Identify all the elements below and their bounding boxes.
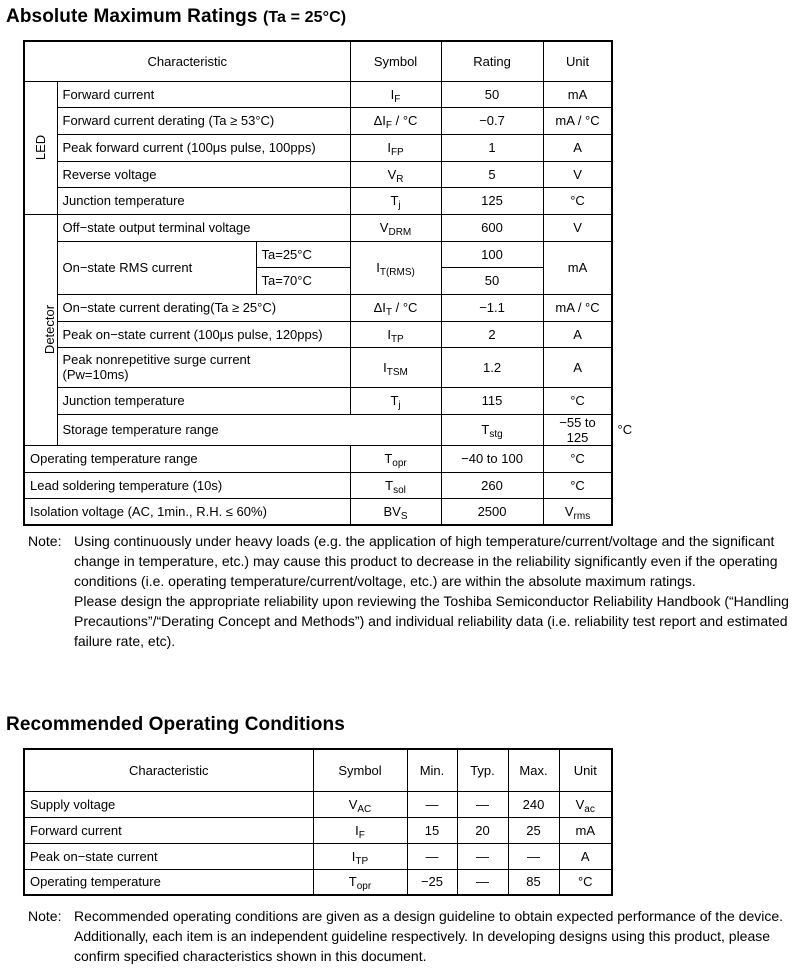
cell-symbol: $V_{DRM}$ — [350, 214, 441, 241]
table-row — [24, 445, 612, 472]
cell-char: Forward current derating (Ta ≥ 53°C) — [57, 107, 350, 134]
table-row — [24, 187, 612, 214]
cell-char: Junction temperature — [57, 387, 350, 414]
cell-symbol: $I_F$ — [313, 817, 407, 843]
cell-char: Peak forward current (100μs pulse, 100pps) — [57, 134, 350, 161]
table-row — [24, 387, 612, 414]
cell-typ: — — [457, 869, 508, 895]
amr-title-text: Absolute Maximum Ratings — [6, 6, 258, 27]
cell-symbol: $T_{sol}$ — [350, 472, 441, 498]
cell-rating: 2 — [441, 321, 543, 347]
note-label: Note: — [28, 533, 62, 549]
cell-unit: °C — [543, 445, 612, 472]
cell-char: Isolation voltage (AC, 1min., R.H. ≤ 60%) — [24, 498, 350, 525]
cell-min: — — [407, 791, 457, 817]
cell-rating: 5 — [441, 161, 543, 187]
table-row — [24, 214, 612, 241]
roc-table — [23, 748, 613, 896]
table-row — [24, 472, 612, 498]
cell-unit: mA / °C — [543, 107, 612, 134]
cell-unit: °C — [543, 387, 612, 414]
cell-max: 85 — [508, 869, 559, 895]
cell-char: Supply voltage — [24, 791, 313, 817]
cell-unit: V — [543, 214, 612, 241]
table-row: Storage temperature range $T_{stg}$ −55 to 125 °C — [24, 414, 612, 445]
table-row — [24, 241, 612, 267]
table-row — [24, 869, 612, 895]
cell-max: 25 — [508, 817, 559, 843]
cell-unit: mA — [559, 817, 612, 843]
cell-rating: 260 — [441, 472, 543, 498]
header-characteristic: Characteristic — [24, 41, 350, 81]
table-row — [24, 321, 612, 347]
cell-min: −25 — [407, 869, 457, 895]
cell-min: — — [407, 843, 457, 869]
table-row — [24, 81, 612, 107]
cell-symbol: $V_{AC}$ — [313, 791, 407, 817]
cell-rating: −55 to 125 — [543, 414, 612, 445]
amr-title — [6, 6, 346, 28]
header-min: Min. — [407, 749, 457, 791]
cell-symbol: $I_{TSM}$ — [350, 347, 441, 387]
table-row — [24, 294, 612, 321]
cell-rating: 1.2 — [441, 347, 543, 387]
header-symbol: Symbol — [350, 41, 441, 81]
cell-symbol: $BV_S$ — [350, 498, 441, 525]
cell-unit: A — [543, 321, 612, 347]
cell-unit: mA / °C — [543, 294, 612, 321]
cell-char: On−state RMS current — [57, 241, 256, 294]
cell-unit: A — [543, 134, 612, 161]
table-row — [24, 817, 612, 843]
cell-max: — — [508, 843, 559, 869]
header-typ: Typ. — [457, 749, 508, 791]
cell-symbol: $V_R$ — [350, 161, 441, 187]
roc-title: Recommended Operating Conditions — [6, 714, 345, 735]
cell-unit: A — [543, 347, 612, 387]
cell-char: Operating temperature — [24, 869, 313, 895]
cell-rating: 50 — [441, 267, 543, 294]
table-row — [24, 161, 612, 187]
cell-rating: 125 — [441, 187, 543, 214]
cell-symbol: $I_F$ — [350, 81, 441, 107]
cell-condition: Ta=25°C — [256, 241, 350, 267]
cell-unit: $V_{ac}$ — [559, 791, 612, 817]
cell-char: Lead soldering temperature (10s) — [24, 472, 350, 498]
note-paragraph: Using continuously under heavy loads (e.g. the application of high temperature/current/voltage and the significant change in temperature, etc.) may cause this product to decrease in the reliability significantly even if the operating conditions (i.e. operating temperature/current/voltage, etc.) are within the absolute maximum ratings. — [74, 533, 778, 589]
cell-unit: A — [559, 843, 612, 869]
cell-max: 240 — [508, 791, 559, 817]
cell-rating: −40 to 100 — [441, 445, 543, 472]
header-characteristic: Characteristic — [24, 749, 313, 791]
cell-condition: Ta=70°C — [256, 267, 350, 294]
cell-typ: — — [457, 791, 508, 817]
cell-rating: 50 — [441, 81, 543, 107]
note-paragraph: Recommended operating conditions are given as a design guideline to obtain expected performance of the device. Additionally, each item is an independent guideline respectively. In developing designs using this product, please confirm specified characteristics shown in this document. — [74, 908, 784, 964]
cell-symbol: $\Delta I_T / ^\circ C$ — [350, 294, 441, 321]
cell-symbol: $T_{opr}$ — [350, 445, 441, 472]
cell-rating: 100 — [441, 241, 543, 267]
table-row — [24, 347, 612, 387]
note-label: Note: — [28, 908, 62, 924]
cell-symbol: $T_{stg}$ — [441, 414, 543, 445]
cell-unit: $V_{rms}$ — [543, 498, 612, 525]
cell-unit: mA — [543, 81, 612, 107]
cell-symbol: $I_{TP}$ — [350, 321, 441, 347]
cell-symbol: $T_{opr}$ — [313, 869, 407, 895]
amr-table — [23, 40, 633, 526]
cell-unit: °C — [543, 187, 612, 214]
cell-char: Off−state output terminal voltage — [57, 214, 350, 241]
cell-symbol: $I_{T(RMS)}$ — [350, 241, 441, 294]
cell-unit: °C — [559, 869, 612, 895]
cell-typ: 20 — [457, 817, 508, 843]
cell-char: Storage temperature range — [57, 414, 441, 445]
cell-char: Junction temperature — [57, 187, 350, 214]
cell-char: On−state current derating(Ta ≥ 25°C) — [57, 294, 350, 321]
cell-rating: −1.1 — [441, 294, 543, 321]
cell-symbol: $I_{TP}$ — [313, 843, 407, 869]
cell-char: Forward current — [24, 817, 313, 843]
cell-symbol: $\Delta I_F / ^\circ C$ — [350, 107, 441, 134]
led-group-label: LED — [24, 81, 57, 214]
cell-char: Peak on−state current (100μs pulse, 120pps) — [57, 321, 350, 347]
table-row — [24, 107, 612, 134]
cell-typ: — — [457, 843, 508, 869]
cell-min: 15 — [407, 817, 457, 843]
table-row — [24, 498, 612, 525]
roc-note — [28, 906, 798, 966]
header-unit: Unit — [543, 41, 612, 81]
cell-char: Forward current — [57, 81, 350, 107]
cell-rating: 1 — [441, 134, 543, 161]
cell-symbol: $T_j$ — [350, 187, 441, 214]
table-header-row — [24, 749, 612, 791]
cell-rating: 115 — [441, 387, 543, 414]
table-header-row — [24, 41, 612, 81]
cell-char: Reverse voltage — [57, 161, 350, 187]
cell-rating: 2500 — [441, 498, 543, 525]
cell-char: Peak nonrepetitive surge current (Pw=10ms) — [57, 347, 350, 387]
cell-unit: °C — [543, 472, 612, 498]
cell-char: Peak on−state current — [24, 843, 313, 869]
cell-unit: V — [543, 161, 612, 187]
table-row — [24, 134, 612, 161]
cell-rating: 600 — [441, 214, 543, 241]
table-row — [24, 791, 612, 817]
detector-group-label: Detector — [24, 214, 57, 445]
cell-symbol: $I_{FP}$ — [350, 134, 441, 161]
table-row — [24, 843, 612, 869]
cell-char: Operating temperature range — [24, 445, 350, 472]
header-symbol: Symbol — [313, 749, 407, 791]
header-max: Max. — [508, 749, 559, 791]
cell-rating: −0.7 — [441, 107, 543, 134]
header-unit: Unit — [559, 749, 612, 791]
cell-symbol: $T_j$ — [350, 387, 441, 414]
note-paragraph: Please design the appropriate reliability upon reviewing the Toshiba Semiconductor Reliability Handbook (“Handling Precautions”/“Derating Concept and Methods”) and individual reliability data (i.e. reliability test report and estimated failure rate, etc). — [74, 593, 789, 649]
amr-title-condition: (Ta = 25°C) — [262, 9, 347, 26]
amr-note — [28, 531, 798, 651]
cell-unit: mA — [543, 241, 612, 294]
header-rating: Rating — [441, 41, 543, 81]
